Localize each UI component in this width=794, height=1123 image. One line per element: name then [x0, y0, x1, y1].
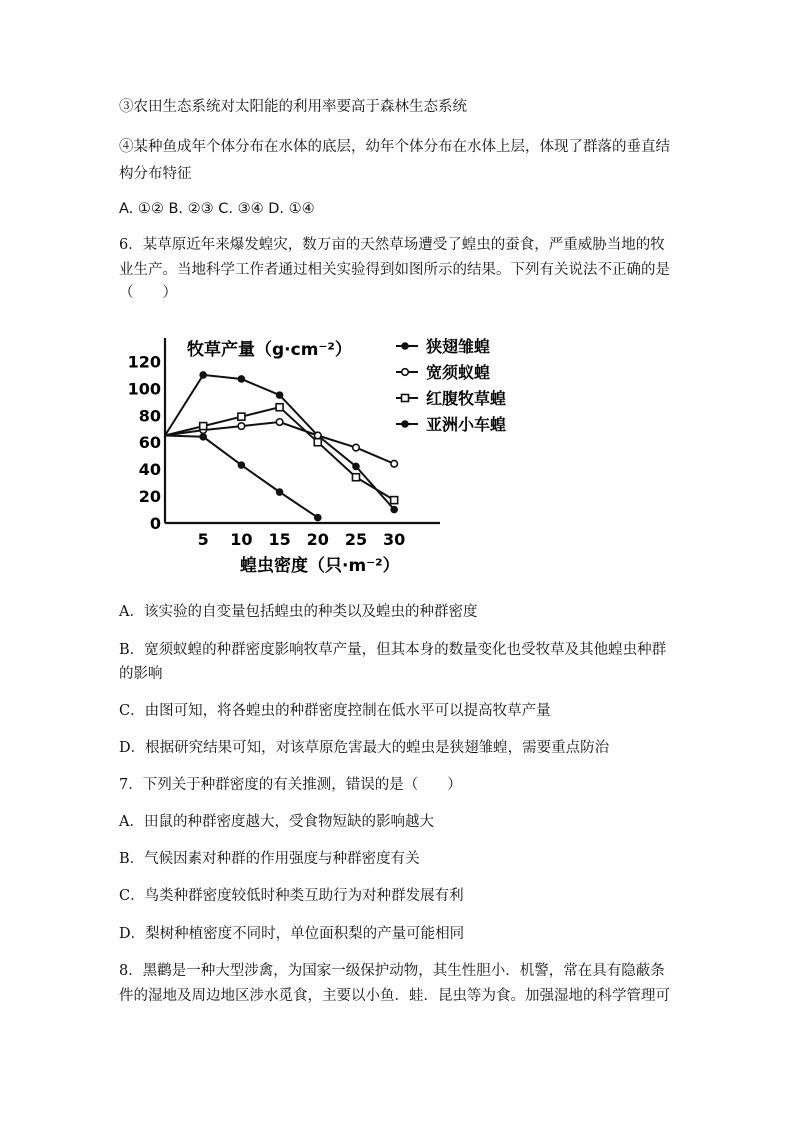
data-point [200, 372, 207, 379]
q6-option-d: D．根据研究结果可知，对该草原危害最大的蝗虫是狭翅雏蝗，需要重点防治 [119, 740, 610, 756]
q5-options: A. ①② B. ②③ C. ③④ D. ①④ [119, 201, 315, 217]
statement-4-line1: ④某种鱼成年个体分布在水体的底层，幼年个体分布在水体上层，体现了群落的垂直结 [119, 139, 670, 155]
data-point [352, 474, 359, 481]
data-point [238, 462, 245, 469]
x-tick-label: 5 [197, 530, 209, 549]
data-point [402, 343, 409, 350]
legend-item [396, 415, 506, 434]
data-point [391, 460, 398, 467]
legend-item [396, 363, 490, 382]
data-point [314, 514, 321, 521]
x-tick-label: 10 [230, 530, 253, 549]
q6-option-c: C．由图可知，将各蝗虫的种群密度控制在低水平可以提高牧草产量 [119, 703, 551, 719]
q6-option-b-line2: 的影响 [119, 666, 163, 682]
data-point [402, 421, 409, 428]
y-tick-label: 20 [138, 487, 161, 507]
series-4 [165, 434, 321, 521]
data-point [353, 463, 360, 470]
q8-stem-line1: 8．黑鹳是一种大型涉禽，为国家一级保护动物，其生性胆小．机警，常在具有隐蔽条 [119, 963, 665, 979]
data-point [314, 432, 321, 439]
x-axis-label: 蝗虫密度（只·m⁻²） [240, 556, 400, 576]
q7-option-b: B．气候因素对种群的作用强度与种群密度有关 [119, 851, 420, 867]
data-point [276, 404, 283, 411]
y-tick-label: 80 [138, 406, 161, 426]
q7-stem: 7．下列关于种群密度的有关推测，错误的是（ ） [119, 777, 462, 793]
data-point [200, 434, 207, 441]
q6-stem-line2: 业生产。当地科学工作者通过相关实验得到如图所示的结果。下列有关说法不正确的是 [119, 262, 670, 278]
y-tick-label: 60 [138, 433, 161, 453]
x-tick-label: 25 [344, 530, 368, 549]
chart-legend [396, 337, 506, 434]
q7-option-d: D．梨树种植密度不同时，单位面积梨的产量可能相同 [119, 926, 465, 942]
data-point [200, 423, 207, 430]
chart-series [165, 372, 398, 521]
q6-blank: （ ） [119, 285, 177, 301]
locust-density-chart [120, 325, 540, 585]
data-point [238, 376, 245, 383]
y-tick-label: 120 [127, 352, 161, 372]
y-tick-label: 40 [138, 460, 161, 480]
statement-4-line2: 构分布特征 [119, 166, 192, 182]
data-point [391, 506, 398, 513]
data-point [353, 444, 360, 451]
chart-title: 牧草产量（g·cm⁻²） [187, 340, 352, 360]
y-tick-labels [128, 352, 161, 533]
q6-stem-line1: 6．某草原近年来爆发蝗灾，数万亩的天然草场遭受了蝗虫的蚕食，严重威胁当地的牧 [119, 237, 665, 253]
statement-3: ③农田生态系统对太阳能的利用率要高于森林生态系统 [119, 99, 467, 115]
legend-item [396, 337, 490, 356]
data-point [276, 419, 283, 426]
legend-item [396, 389, 506, 408]
x-tick-label: 15 [268, 530, 291, 549]
q6-option-b-line1: B．宽须蚁蝗的种群密度影响牧草产量，但其本身的数量变化也受牧草及其他蝗虫种群 [119, 642, 667, 658]
data-point [276, 489, 283, 496]
q6-option-a: A．该实验的自变量包括蝗虫的种类以及蝗虫的种群密度 [119, 604, 478, 620]
q7-option-a: A．田鼠的种群密度越大，受食物短缺的影响越大 [119, 814, 434, 830]
x-tick-labels [198, 530, 406, 549]
series-line [165, 436, 318, 518]
data-point [238, 423, 245, 430]
x-tick-label: 30 [383, 530, 406, 549]
x-tick-label: 20 [306, 530, 329, 549]
data-point [391, 497, 398, 504]
y-tick-label: 0 [149, 514, 161, 533]
q7-option-c: C．鸟类种群密度较低时种类互助行为对种群发展有利 [119, 888, 464, 904]
legend-label: 亚洲小车蝗 [426, 415, 507, 434]
data-point [402, 369, 409, 376]
data-point [276, 392, 283, 399]
q8-stem-line2: 件的湿地及周边地区涉水觅食，主要以小鱼．蛙．昆虫等为食。加强湿地的科学管理可 [119, 988, 670, 1004]
legend-label: 狭翅雏蝗 [426, 337, 491, 356]
data-point [238, 413, 245, 420]
data-point [402, 395, 409, 402]
legend-label: 红腹牧草蝗 [426, 389, 507, 408]
legend-label: 宽须蚁蝗 [426, 363, 491, 382]
y-tick-label: 100 [127, 379, 161, 399]
data-point [314, 439, 321, 446]
